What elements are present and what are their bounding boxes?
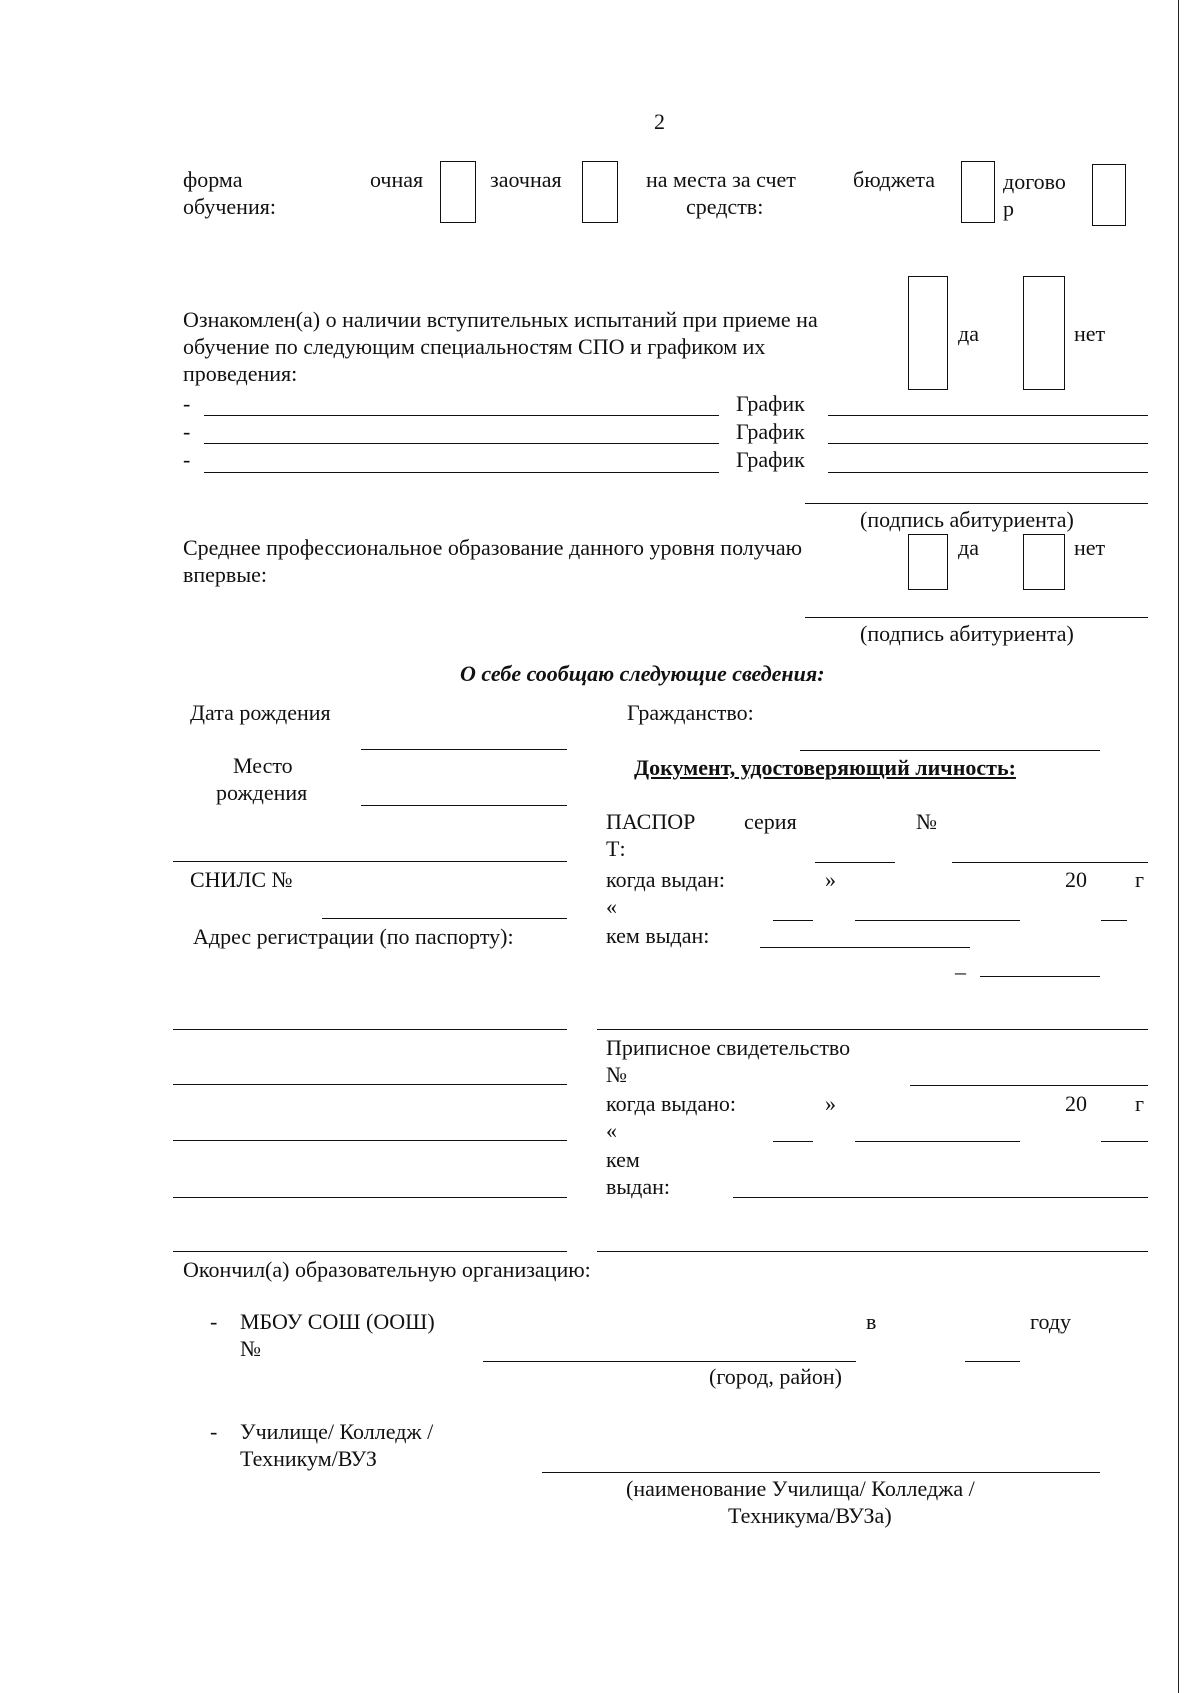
- schedule-label-2: График: [736, 419, 805, 444]
- address-line-1[interactable]: [173, 1029, 567, 1030]
- birth-date-line[interactable]: [361, 749, 567, 750]
- schedule-label-3: График: [736, 447, 805, 472]
- certificate-label: Приписное свидетельство: [606, 1035, 851, 1060]
- college-caption: (наименование Училища/ Колледжа /: [626, 1476, 975, 1501]
- school-number-label: №: [240, 1336, 261, 1361]
- passport-issued-by-label: кем выдан:: [606, 923, 710, 948]
- passport-quote-open: «: [606, 894, 617, 919]
- citizenship-line[interactable]: [800, 750, 1100, 751]
- exams-text-1: Ознакомлен(а) о наличии вступительных испытаний при приеме на: [183, 307, 818, 332]
- school-city-line[interactable]: [483, 1361, 856, 1362]
- year-in-label: в: [866, 1309, 877, 1334]
- first-time-text-1: Среднее профессиональное образование данного уровня получаю: [183, 535, 803, 560]
- passport-year-line[interactable]: [1101, 920, 1127, 921]
- first-time-text-2: впервые:: [183, 562, 267, 587]
- college-bullet: -: [210, 1419, 218, 1444]
- exams-signature-caption: (подпись абитуриента): [860, 507, 1074, 532]
- passport-number-label: №: [916, 809, 937, 834]
- specialty-line-2[interactable]: [204, 443, 719, 444]
- specialty-line-3[interactable]: [204, 472, 719, 473]
- education-heading: Окончил(а) образовательную организацию:: [183, 1257, 591, 1282]
- specialty-dash-3: -: [183, 447, 191, 472]
- passport-month-line[interactable]: [855, 920, 1020, 921]
- study-form-label: форма: [183, 167, 243, 192]
- certificate-year-line[interactable]: [1101, 1141, 1148, 1142]
- contract-label-2: р: [1003, 196, 1014, 221]
- college-label: Училище/ Колледж /: [240, 1419, 434, 1444]
- passport-number-line[interactable]: [952, 862, 1148, 863]
- first-time-no-label: нет: [1074, 535, 1106, 560]
- page-number: 2: [654, 109, 665, 134]
- certificate-issued-by-label: кем: [606, 1147, 640, 1172]
- first-time-no-checkbox[interactable]: [1023, 534, 1065, 590]
- certificate-year-suffix: г: [1135, 1091, 1145, 1116]
- passport-issued-by-line-1[interactable]: [760, 947, 970, 948]
- schedule-line-1[interactable]: [828, 415, 1148, 416]
- passport-year-suffix: г: [1135, 867, 1145, 892]
- college-caption-2: Техникума/ВУЗа): [728, 1503, 892, 1528]
- exams-yes-label: да: [958, 321, 979, 346]
- birth-place-label-2: рождения: [216, 780, 308, 805]
- certificate-year-prefix: 20: [1065, 1091, 1087, 1116]
- exams-text-3: проведения:: [183, 361, 298, 386]
- certificate-quote-close: »: [825, 1091, 836, 1116]
- series-label: серия: [744, 809, 797, 834]
- address-line-4[interactable]: [173, 1197, 567, 1198]
- exams-yes-checkbox[interactable]: [908, 276, 948, 390]
- funding-label: на места за счет: [646, 167, 796, 192]
- certificate-issued-by-line-2[interactable]: [597, 1251, 1148, 1252]
- funding-label-2: средств:: [686, 194, 764, 219]
- birth-place-line[interactable]: [361, 805, 567, 806]
- school-bullet: -: [210, 1309, 218, 1334]
- certificate-month-line[interactable]: [855, 1141, 1020, 1142]
- first-time-yes-label: да: [958, 535, 979, 560]
- series-line[interactable]: [815, 862, 895, 863]
- certificate-issued-by-line-1[interactable]: [733, 1197, 1148, 1198]
- address-line-2[interactable]: [173, 1084, 567, 1085]
- specialty-line-1[interactable]: [204, 415, 719, 416]
- school-year-line[interactable]: [965, 1361, 1020, 1362]
- passport-dash: –: [955, 959, 966, 984]
- year-label: году: [1030, 1309, 1072, 1334]
- address-line-3[interactable]: [173, 1140, 567, 1141]
- college-name-line[interactable]: [542, 1472, 1100, 1473]
- college-label-2: Техникум/ВУЗ: [240, 1446, 377, 1471]
- passport-year-prefix: 20: [1065, 867, 1087, 892]
- about-heading: О себе сообщаю следующие сведения:: [460, 661, 825, 686]
- first-time-signature-caption: (подпись абитуриента): [860, 621, 1074, 646]
- contract-checkbox[interactable]: [1092, 164, 1126, 226]
- schedule-line-3[interactable]: [828, 472, 1148, 473]
- study-form-label-2: обучения:: [183, 194, 276, 219]
- snils-label: СНИЛС №: [190, 867, 293, 892]
- exams-signature-line[interactable]: [805, 503, 1148, 504]
- certificate-number-label: №: [606, 1062, 627, 1087]
- certificate-number-line[interactable]: [910, 1085, 1148, 1086]
- fulltime-checkbox[interactable]: [440, 161, 476, 223]
- fulltime-label: очная: [370, 167, 424, 192]
- snils-line[interactable]: [322, 918, 567, 919]
- certificate-issued-by-label-2: выдан:: [606, 1174, 671, 1199]
- school-label: МБОУ СОШ (ООШ): [240, 1309, 435, 1334]
- first-time-yes-checkbox[interactable]: [908, 534, 948, 590]
- id-document-heading: Документ, удостоверяющий личность:: [634, 755, 1016, 780]
- exams-no-checkbox[interactable]: [1023, 276, 1065, 390]
- city-caption: (город, район): [709, 1364, 842, 1389]
- address-line-5[interactable]: [173, 1251, 567, 1252]
- birth-date-label: Дата рождения: [190, 700, 331, 725]
- exams-no-label: нет: [1074, 321, 1106, 346]
- birth-place-line-2[interactable]: [173, 861, 567, 862]
- passport-issued-by-line-2[interactable]: [980, 976, 1100, 977]
- address-label: Адрес регистрации (по паспорту):: [193, 924, 514, 949]
- birth-place-label: Место: [233, 753, 293, 778]
- first-time-signature-line[interactable]: [805, 617, 1148, 618]
- exams-text-2: обучение по следующим специальностям СПО и графиком их: [183, 334, 766, 359]
- passport-issued-when-label: когда выдан:: [606, 867, 725, 892]
- budget-label: бюджета: [853, 167, 936, 192]
- certificate-quote-open: «: [606, 1118, 617, 1143]
- certificate-day-line[interactable]: [773, 1141, 813, 1142]
- schedule-label-1: График: [736, 391, 805, 416]
- schedule-line-2[interactable]: [828, 443, 1148, 444]
- passport-issued-by-line-3[interactable]: [597, 1029, 1148, 1030]
- page-edge-line: [1178, 0, 1179, 1693]
- contract-label: догово: [1003, 169, 1066, 194]
- passport-label: ПАСПОР: [606, 809, 696, 834]
- citizenship-label: Гражданство:: [627, 700, 754, 725]
- specialty-dash-1: -: [183, 391, 191, 416]
- specialty-dash-2: -: [183, 419, 191, 444]
- passport-day-line[interactable]: [773, 920, 813, 921]
- extramural-checkbox[interactable]: [582, 161, 618, 223]
- certificate-issued-when-label: когда выдано:: [606, 1091, 736, 1116]
- passport-label-2: Т:: [606, 836, 626, 861]
- passport-quote-close: »: [825, 867, 836, 892]
- budget-checkbox[interactable]: [961, 161, 995, 223]
- extramural-label: заочная: [490, 167, 562, 192]
